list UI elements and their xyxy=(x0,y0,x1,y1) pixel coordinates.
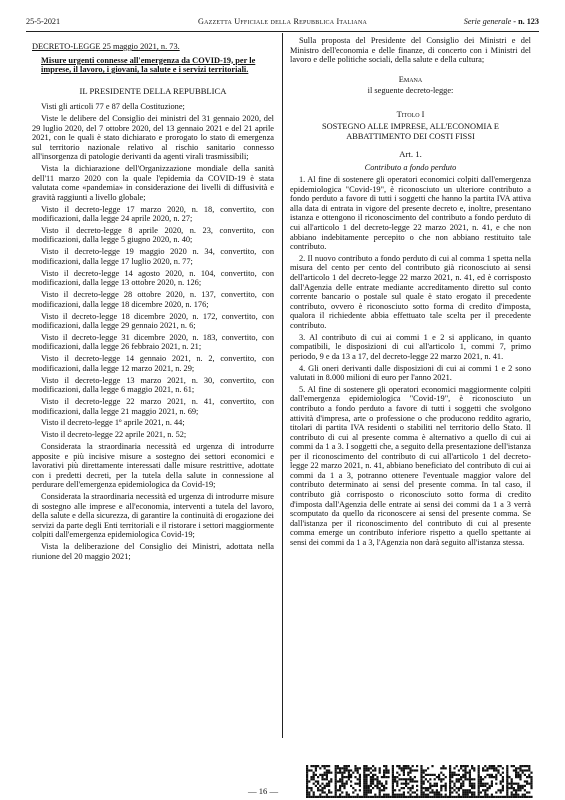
paragraph: Considerata la straordinaria necessità ed urgenza di introdurre misure di sostegno alle imprese e all'economia, interventi a tutela del lavoro, della salute e della sicurezza, di garantire la continuità di erogazione dei servizi da parte degli Enti territoriali e il ristorare i settori maggiormente colpiti dall'emergenza epidemiologica Covid-19; xyxy=(32,492,274,540)
emana-heading: Emana xyxy=(398,74,423,84)
left-column xyxy=(32,36,274,561)
issue-date: 25-5-2021 xyxy=(26,17,61,26)
paragraph: Visto il decreto-legge 22 marzo 2021, n. 41, convertito, con modificazioni, dalla legge 21 maggio 2021, n. 69; xyxy=(32,397,274,416)
datamatrix-code xyxy=(306,765,533,800)
issue-number: - n. 123 xyxy=(513,17,539,26)
paragraph: Viste le delibere del Consiglio dei ministri del 31 gennaio 2020, del 29 luglio 2020, del 7 ottobre 2020, del 13 gennaio 2021 e del 21 aprile 2021, con le quali è stato dichiarato e prorogato lo stato di emergenza sul territorio nazionale relativo al rischio sanitario connesso all'insorgenza di patologie derivanti da agenti virali trasmissibili; xyxy=(32,114,274,162)
paragraph: Visto il decreto-legge 28 ottobre 2020, n. 137, convertito, con modificazioni, dalla legge 18 dicembre 2020, n. 176; xyxy=(32,290,274,309)
right-column xyxy=(290,36,531,547)
paragraph: Considerata la straordinaria necessità ed urgenza di introdurre apposite e più incisive misure a sostegno dei settori economici e lavorativi più direttamente interessati dalle misure restrittive, adottate con i predetti decreti, per la tutela della salute in connessione al perdurare dell'emergenza epidemiologica da Covid-19; xyxy=(32,442,274,490)
paragraph: Visto il decreto-legge 13 marzo 2021, n. 30, convertito, con modificazioni, dalla legge 6 maggio 2021, n. 61; xyxy=(32,375,274,395)
paragraph: 1. Al fine di sostenere gli operatori economici colpiti dall'emergenza epidemiologica "Covid-19", è riconosciuto un ulteriore contributo a fondo perduto a favore di tutti i soggetti che hanno la partita IVA attiva alla data di entrata in vigore del presente decreto e, inoltre, presentano istanza e ottengono il riconoscimento del contributo a fondo perduto di cui all'articolo 1 del decreto-legge 22 marzo 2021, n. 41, e che non abbiano indebitamente percepito o che non abbiano restituito tale contributo. xyxy=(290,175,531,252)
emana-subheading: il seguente decreto-legge: xyxy=(367,86,454,96)
president-heading: IL PRESIDENTE DELLA REPUBBLICA xyxy=(79,85,227,96)
series-name: Serie generale xyxy=(463,17,512,26)
series-label xyxy=(464,16,539,28)
paragraph: 4. Gli oneri derivanti dalle disposizioni di cui ai commi 1 e 2 sono valutati in 8.000 milioni di euro per l'anno 2021. xyxy=(290,363,531,383)
paragraph: Visto il decreto-legge 1º aprile 2021, n. 44; xyxy=(41,418,185,428)
paragraph: Visto il decreto-legge 8 aprile 2020, n. 23, convertito, con modificazioni, dalla legge 5 giugno 2020, n. 40; xyxy=(32,225,274,245)
paragraph: Visto il decreto-legge 14 agosto 2020, n. 104, convertito, con modificazioni, dalla legge 13 ottobre 2020, n. 126; xyxy=(32,268,274,288)
paragraph: Visto il decreto-legge 22 aprile 2021, n. 52; xyxy=(41,430,187,440)
paragraph: Visto il decreto-legge 18 dicembre 2020, n. 172, convertito, con modificazioni, dalla legge 29 gennaio 2021, n. 6; xyxy=(32,311,274,331)
paragraph: Visto il decreto-legge 17 marzo 2020, n. 18, convertito, con modificazioni, dalla legge 24 aprile 2020, n. 27; xyxy=(32,204,274,224)
paragraph: Visti gli articoli 77 e 87 della Costituzione; xyxy=(41,102,185,112)
header-rule xyxy=(26,31,539,32)
paragraph: Vista la dichiarazione dell'Organizzazione mondiale della sanità dell'11 marzo 2020 con la quale l'epidemia da COVID-19 è stata valutata come «pandemia» in considerazione dei livelli di diffusività e gravità raggiunti a livello globale; xyxy=(32,164,274,202)
intro-paragraph: Sulla proposta del Presidente del Consiglio dei Ministri e del Ministro dell'economia e delle finanze, di concerto con i Ministri del lavoro e delle politiche sociali, della salute e della cultura; xyxy=(290,36,531,65)
decree-title: Misure urgenti connesse all'emergenza da COVID-19, per le imprese, il lavoro, i giovani, la salute e i servizi territoriali. xyxy=(41,55,256,75)
paragraph: 2. Il nuovo contributo a fondo perduto di cui al comma 1 spetta nella misura del cento per cento del contributo già riconosciuto ai sensi dell'articolo 1 del decreto-legge 22 marzo 2021, n. 41, ed è corrisposto dall'Agenzia delle entrate mediante accreditamento diretto sul conto corrente bancario o postale sul quale è stato erogato il precedente contributo, ovvero è riconosciuto sotto forma di credito d'imposta, qualora il richiedente abbia effettuato tale scelta per il precedente contributo. xyxy=(290,253,531,330)
datamatrix-graphic xyxy=(306,765,533,800)
title-subheading: SOSTEGNO ALLE IMPRESE, ALL'ECONOMIA E ABBATTIMENTO DEI COSTI FISSI xyxy=(322,121,499,141)
publication-name: Gazzetta Ufficiale della Repubblica Italiana xyxy=(197,17,368,26)
paragraph: Visto il decreto-legge 19 maggio 2020 n. 34, convertito, con modificazioni, dalla legge 17 luglio 2020, n. 77; xyxy=(32,247,274,266)
paragraph: 5. Al fine di sostenere gli operatori economici maggiormente colpiti dall'emergenza epidemiologica "Covid-19", è riconosciuto un contributo a fondo perduto a favore di tutti i soggetti che svolgono attività d'impresa, arte o professione o che producono reddito agrario, titolari di partita IVA residenti o stabiliti nel territorio dello Stato. Il contributo di cui al presente comma è alternativo a quello di cui ai commi da 1 a 3. I soggetti che, a seguito della presentazione dell'istanza per il riconoscimento del contributo di cui all'articolo 1 del decreto-legge 22 marzo 2021, n. 41, abbiano beneficiato del contributo di cui ai commi da 1 a 3, potranno ottenere l'eventuale maggior valore del contributo determinato ai sensi del presente comma. In tal caso, il contributo già corrisposto o riconosciuto sotto forma di credito d'imposta dall'Agenzia delle entrate ai sensi dei commi da 1 a 3 verrà scomputato da quello da riconoscere ai sensi del presente comma. Se dall'istanza per il riconoscimento del contributo di cui al presente comma emerge un contributo inferiore rispetto a quello spettante ai sensi dei commi da 1 a 3, l'Agenzia non darà seguito all'istanza stessa. xyxy=(290,384,531,547)
paragraph: Visto il decreto-legge 14 gennaio 2021, n. 2, convertito, con modificazioni, dalla legge 12 marzo 2021, n. 29; xyxy=(32,354,274,373)
paragraph: Visto il decreto-legge 31 dicembre 2020, n. 183, convertito, con modificazioni, dalla legge 26 febbraio 2021, n. 21; xyxy=(32,332,274,352)
article-subheading: Contributo a fondo perduto xyxy=(364,163,457,173)
article-heading: Art. 1. xyxy=(399,148,422,159)
page-header xyxy=(26,16,539,28)
title-heading: Titolo I xyxy=(396,110,425,120)
paragraph: Vista la deliberazione del Consiglio dei Ministri, adottata nella riunione del 20 maggio 2021; xyxy=(32,542,274,561)
page-number: — 16 — xyxy=(248,786,279,796)
paragraph: 3. Al contributo di cui ai commi 1 e 2 si applicano, in quanto compatibili, le disposizioni di cui all'articolo 1, commi 7, primo periodo, 9 e da 13 a 17, del decreto-legge 22 marzo 2021, n. 41. xyxy=(290,332,531,361)
decree-reference: DECRETO-LEGGE 25 maggio 2021, n. 73. xyxy=(32,42,180,51)
column-divider xyxy=(282,33,283,738)
